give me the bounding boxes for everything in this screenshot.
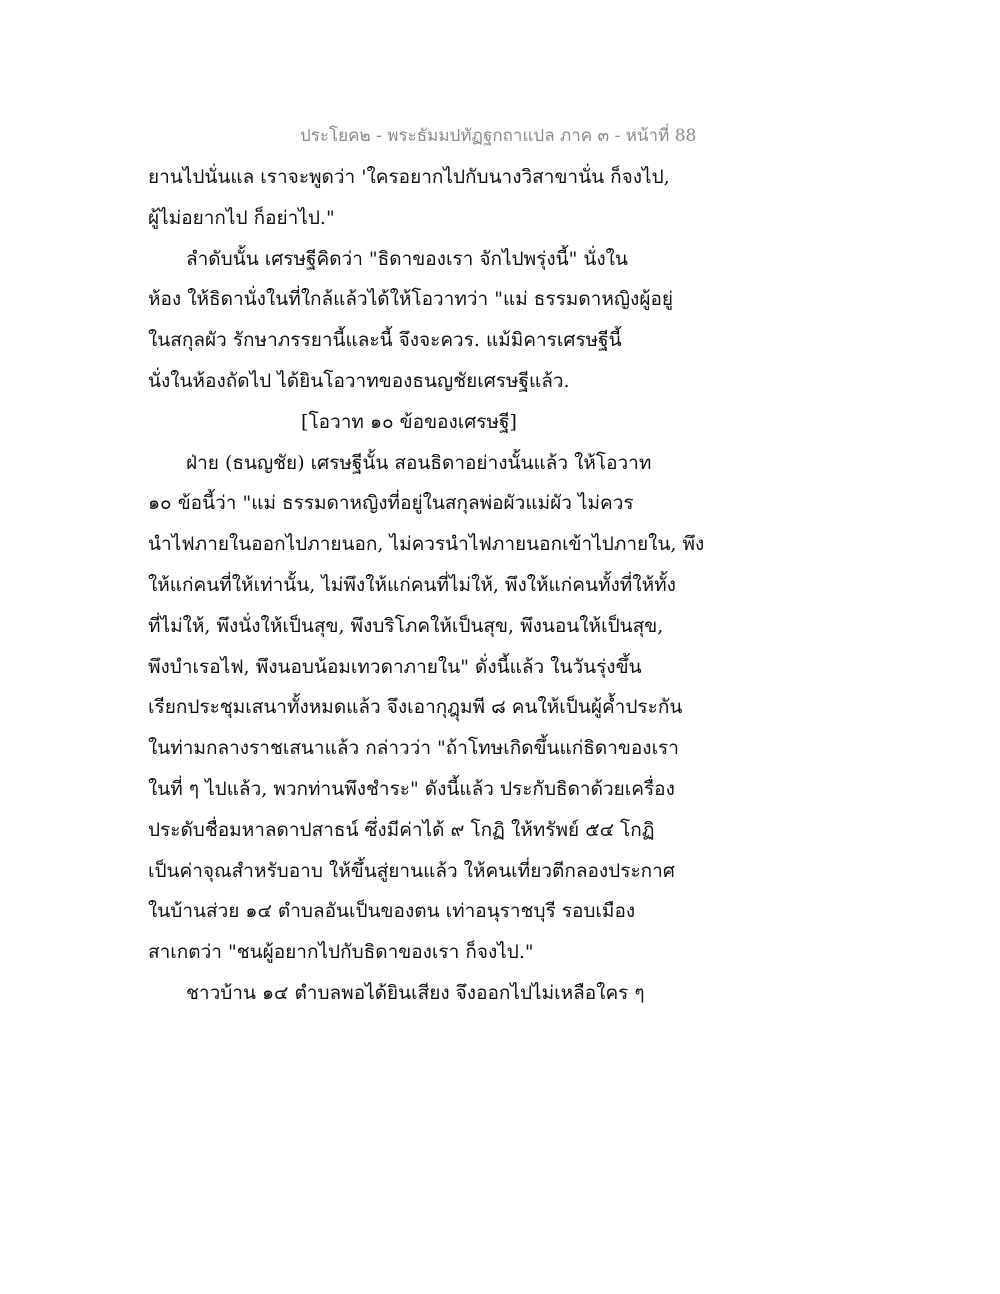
- text-line: ในที่ ๆ ไปแล้ว, พวกท่านพึงชำระ" ดังนี้แล้ว ประกับธิดาด้วยเครื่อง: [148, 777, 675, 800]
- text-line: นั่งในห้องถัดไป ได้ยินโอวาทของธนญชัยเศรษฐีแล้ว.: [148, 369, 570, 392]
- running-header: ประโยค๒ - พระธัมมปทัฏฐกถาแปล ภาค ๓ - หน้าที่ 88: [300, 126, 697, 146]
- text-line: ประดับชื่อมหาลดาปสาธน์ ซึ่งมีค่าได้ ๙ โกฏิ ให้ทรัพย์ ๕๔ โกฏิ: [148, 818, 655, 841]
- text-line: นำไฟภายในออกไปภายนอก, ไม่ควรนำไฟภายนอกเข้าไปภายใน, พึง: [148, 533, 705, 556]
- text-line: สาเกตว่า "ชนผู้อยากไปกับธิดาของเรา ก็จงไป.": [148, 941, 534, 964]
- text-line: ยานไปนั่นแล เราจะพูดว่า 'ใครอยากไปกับนางวิสาขานั่น ก็จงไป,: [148, 166, 670, 188]
- text-line: ที่ไม่ให้, พึงนั่งให้เป็นสุข, พึงบริโภคให้เป็นสุข, พึงนอนให้เป็นสุข,: [148, 614, 664, 637]
- text-line: เรียกประชุมเสนาทั้งหมดแล้ว จึงเอากุฎุมพี ๘ คนให้เป็นผู้ค้ำประกัน: [148, 696, 683, 719]
- text-line: ในสกุลผัว รักษาภรรยานี้และนี้ จึงจะควร. แม้มิคารเศรษฐีนี้: [148, 329, 622, 352]
- text-line: ในบ้านส่วย ๑๔ ตำบลอันเป็นของตน เท่าอนุราชบุรี รอบเมือง: [148, 900, 636, 923]
- text-line: เป็นค่าจุณสำหรับอาบ ให้ขึ้นสู่ยานแล้ว ให้คนเที่ยวตีกลองประกาศ: [148, 859, 675, 882]
- paragraph-start-line: ฝ่าย (ธนญชัย) เศรษฐีนั้น สอนธิดาอย่างนั้นแล้ว ให้โอวาท: [186, 451, 652, 474]
- paragraph-start-line: ชาวบ้าน ๑๔ ตำบลพอได้ยินเสียง จึงออกไปไม่เหลือใคร ๆ: [186, 981, 645, 1004]
- section-heading: [โอวาท ๑๐ ข้อของเศรษฐี]: [301, 410, 517, 433]
- text-line: พึงบำเรอไฟ, พึงนอบน้อมเทวดาภายใน" ดั่งนี้แล้ว ในวันรุ่งขึ้น: [148, 655, 642, 678]
- text-line: ๑๐ ข้อนี้ว่า "แม่ ธรรมดาหญิงที่อยู่ในสกุลพ่อผัวแม่ผัว ไม่ควร: [148, 492, 634, 515]
- text-line: ผู้ไม่อยากไป ก็อย่าไป.": [148, 206, 335, 229]
- text-line: ในท่ามกลางราชเสนาแล้ว กล่าวว่า "ถ้าโทษเกิดขึ้นแก่ธิดาของเรา: [148, 737, 679, 760]
- body-text: [148, 157, 720, 1014]
- paragraph-start-line: ลำดับนั้น เศรษฐีคิดว่า "ธิดาของเรา จักไปพรุ่งนี้" นั่งใน: [186, 247, 628, 270]
- text-line: ให้แก่คนที่ให้เท่านั้น, ไม่พึงให้แก่คนที่ไม่ให้, พึงให้แก่คนทั้งที่ให้ทั้ง: [148, 573, 676, 596]
- text-line: ห้อง ให้ธิดานั่งในที่ใกล้แล้วได้ให้โอวาทว่า "แม่ ธรรมดาหญิงผู้อยู่: [148, 288, 674, 311]
